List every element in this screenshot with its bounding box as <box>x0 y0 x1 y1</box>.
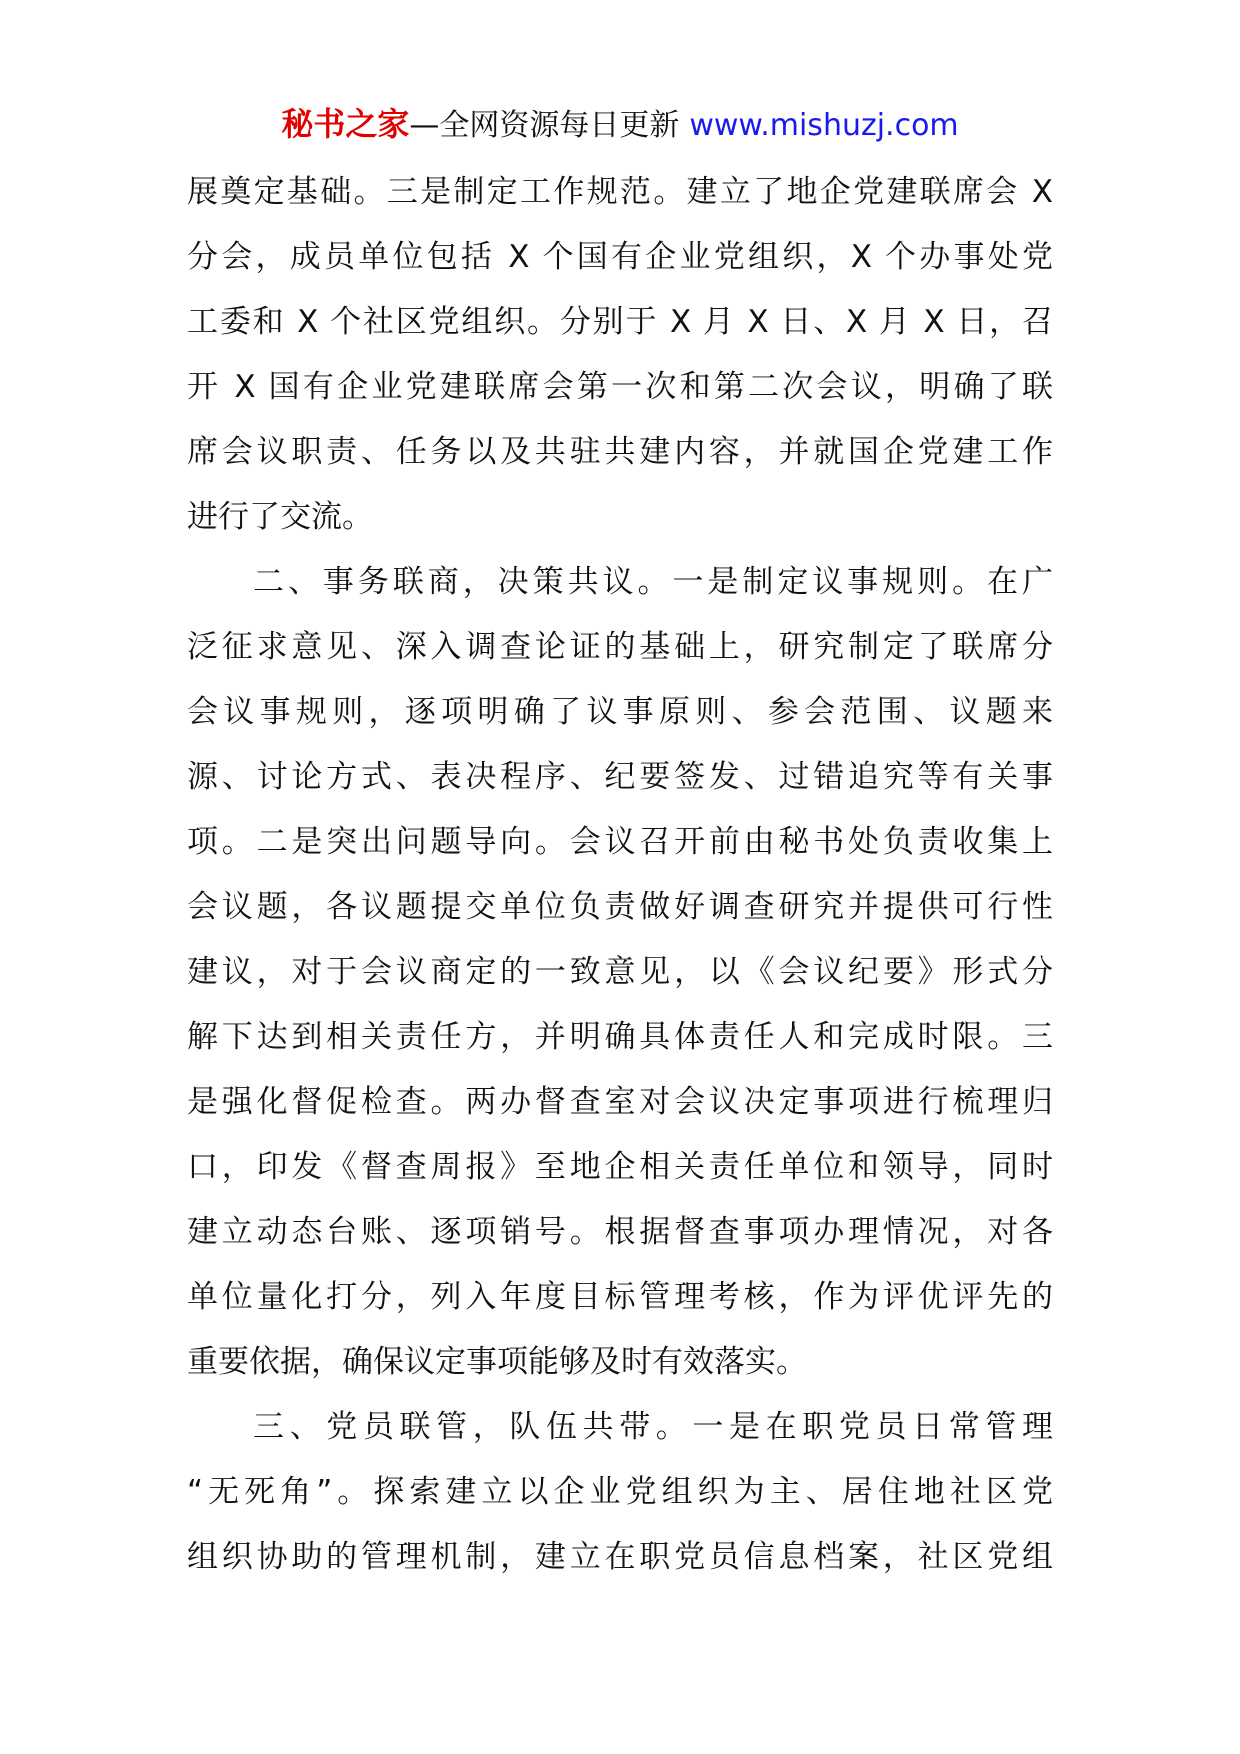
site-url[interactable]: www.mishuzj.com <box>689 108 959 143</box>
text-line: 会议题，各议题提交单位负责做好调查研究并提供可行性 <box>187 889 1053 925</box>
text-line: 口，印发《督查周报》至地企相关责任单位和领导，同时 <box>187 1149 1053 1185</box>
text-line: 二、事务联商，决策共议。一是制定议事规则。在广 <box>253 564 1053 600</box>
text-line: 席会议职责、任务以及共驻共建内容，并就国企党建工作 <box>187 434 1053 470</box>
text-line: 展奠定基础。三是制定工作规范。建立了地企党建联席会 X <box>187 174 1053 210</box>
text-line: 会议事规则，逐项明确了议事原则、参会范围、议题来 <box>187 694 1053 730</box>
brand-name: 秘书之家 <box>281 105 410 143</box>
header-tagline: —全网资源每日更新 <box>409 108 680 143</box>
document-body <box>187 160 1053 1590</box>
text-line: 分会，成员单位包括 X 个国有企业党组织，X 个办事处党 <box>187 239 1053 275</box>
text-line: 工委和 X 个社区党组织。分别于 X 月 X 日、X 月 X 日，召 <box>187 304 1053 340</box>
text-line: 组织协助的管理机制，建立在职党员信息档案，社区党组 <box>187 1539 1053 1575</box>
text-line: 建议，对于会议商定的一致意见，以《会议纪要》形式分 <box>187 954 1053 990</box>
text-line: 重要依据，确保议定事项能够及时有效落实。 <box>187 1344 807 1380</box>
text-line: 源、讨论方式、表决程序、纪要签发、过错追究等有关事 <box>187 759 1053 795</box>
text-line: 泛征求意见、深入调查论证的基础上，研究制定了联席分 <box>187 629 1053 665</box>
text-line: 进行了交流。 <box>187 499 373 535</box>
text-line: 建立动态台账、逐项销号。根据督查事项办理情况，对各 <box>187 1214 1053 1250</box>
text-line: 开 X 国有企业党建联席会第一次和第二次会议，明确了联 <box>187 369 1053 405</box>
page-header <box>0 100 1240 148</box>
text-line: 单位量化打分，列入年度目标管理考核，作为评优评先的 <box>187 1279 1053 1315</box>
text-line: 是强化督促检查。两办督查室对会议决定事项进行梳理归 <box>187 1084 1053 1120</box>
text-line: 三、党员联管，队伍共带。一是在职党员日常管理 <box>253 1409 1053 1445</box>
text-line: 解下达到相关责任方，并明确具体责任人和完成时限。三 <box>187 1019 1053 1055</box>
text-line: “无死角”。探索建立以企业党组织为主、居住地社区党 <box>187 1474 1053 1510</box>
text-line: 项。二是突出问题导向。会议召开前由秘书处负责收集上 <box>187 824 1053 860</box>
